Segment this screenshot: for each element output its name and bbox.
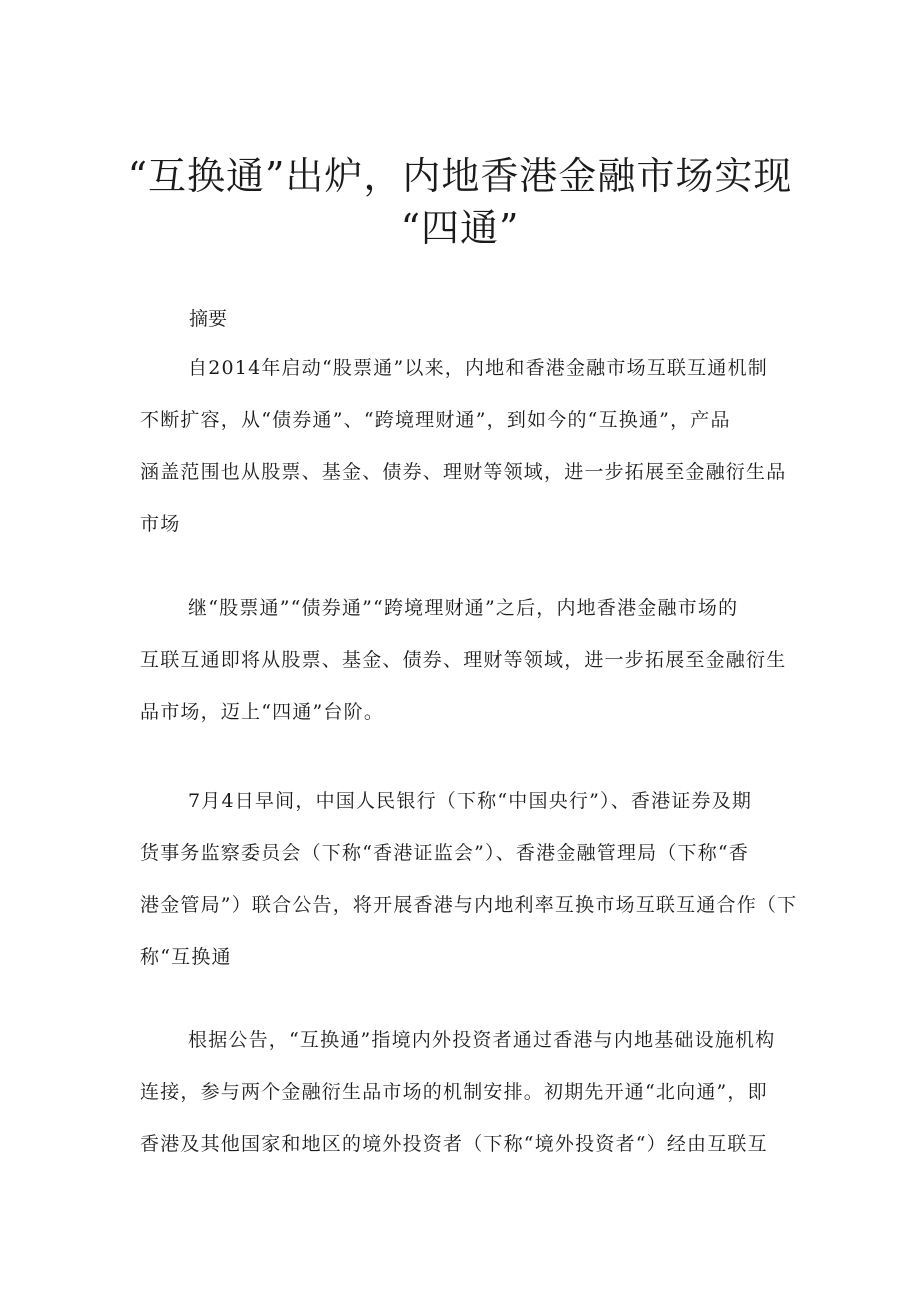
paragraph-line: 称“互换通	[140, 946, 232, 968]
paragraph-4	[140, 1014, 785, 1170]
paragraph-line: 连接，参与两个金融衍生品市场的机制安排。初期先开通“北向通”，即	[140, 1081, 768, 1103]
paragraph-line: 市场	[140, 513, 181, 535]
paragraph-3	[140, 775, 798, 983]
abstract-label: 摘要	[189, 308, 228, 330]
paragraph-line: 根据公告，“互换通”指境内外投资者通过香港与内地基础设施机构	[188, 1029, 776, 1051]
document-title-line-2: “四通”	[400, 206, 520, 250]
paragraph-line: 不断扩容，从“债券通”、“跨境理财通”，到如今的“互换通”，产品	[140, 409, 731, 431]
paragraph-line: 香港及其他国家和地区的境外投资者（下称“境外投资者“）经由互联互	[140, 1133, 768, 1155]
paragraph-line: 互联互通即将从股票、基金、债券、理财等领域，进一步拓展至金融衍生	[140, 649, 787, 671]
paragraph-line: 港金管局”）联合公告，将开展香港与内地利率互换市场互联互通合作（下	[140, 894, 798, 916]
paragraph-line: 7月4日早间，中国人民银行（下称“中国央行”）、香港证券及期	[188, 790, 753, 812]
paragraph-line: 货事务监察委员会（下称“香港证监会”）、香港金融管理局（下称“香	[140, 842, 750, 864]
paragraph-2	[140, 582, 785, 738]
paragraph-1	[140, 342, 785, 550]
paragraph-line: 自2014年启动“股票通”以来，内地和香港金融市场互联互通机制	[188, 357, 768, 379]
document-title-line-1: “互换通”出炉，内地香港金融市场实现	[127, 154, 793, 198]
paragraph-line: 品市场，迈上“四通”台阶。	[140, 701, 385, 723]
paragraph-line: 涵盖范围也从股票、基金、债券、理财等领域，进一步拓展至金融衍生品	[140, 461, 787, 483]
paragraph-line: 继“股票通”“债券通”“跨境理财通”之后，内地香港金融市场的	[188, 597, 739, 619]
